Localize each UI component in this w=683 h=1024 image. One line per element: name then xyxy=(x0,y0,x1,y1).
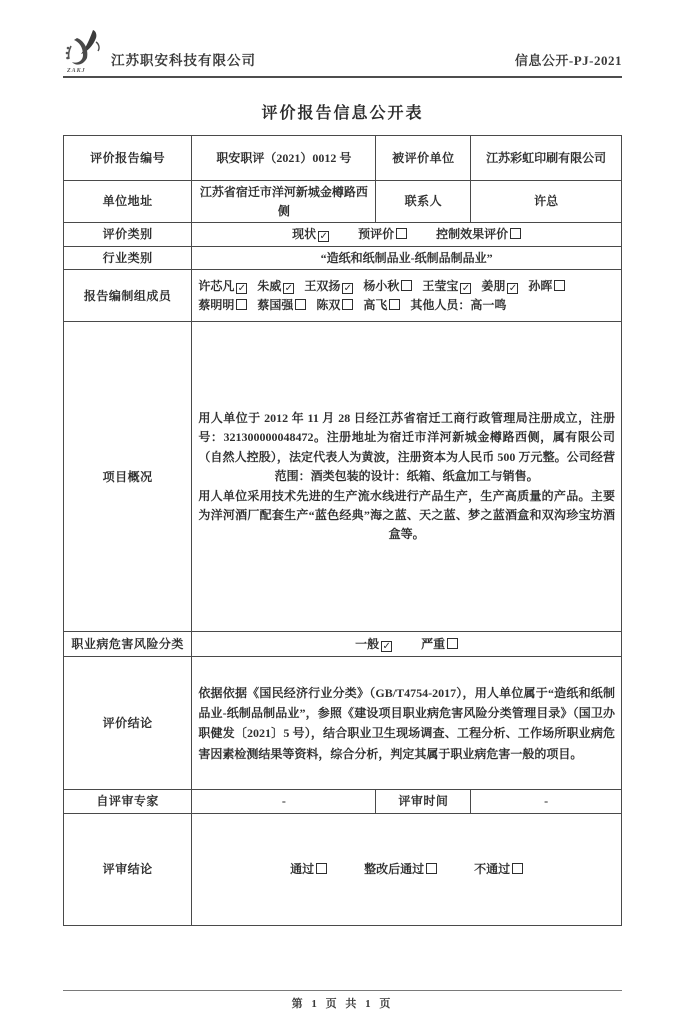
team-member xyxy=(422,279,471,293)
option-text: 通过 xyxy=(290,862,315,877)
member-name: 高飞 xyxy=(363,297,388,312)
team-member xyxy=(481,279,518,293)
member-name: 陈双 xyxy=(316,297,341,312)
checkbox-empty-icon xyxy=(447,638,458,649)
checkbox-checked-icon: ✓ xyxy=(284,283,294,295)
evaluated-unit-value: 江苏彩虹印刷有限公司 xyxy=(471,136,622,181)
team-member xyxy=(257,298,306,312)
team-members xyxy=(192,270,622,322)
overview-label: 项目概况 xyxy=(64,322,192,632)
option-text: 严重 xyxy=(421,637,446,652)
others-label: 其他人员： xyxy=(410,297,471,312)
category-option xyxy=(358,227,407,241)
doc-code: 信息公开-PJ-2021 xyxy=(514,53,622,68)
risk-label: 职业病危害风险分类 xyxy=(64,632,192,657)
review-time-value: - xyxy=(471,790,622,814)
checkbox-checked-icon: ✓ xyxy=(461,283,471,295)
member-name: 许芯凡 xyxy=(198,279,235,294)
self-review-label: 自评审专家 xyxy=(64,790,192,814)
row-review-result xyxy=(64,813,622,925)
row-industry xyxy=(64,246,622,270)
member-name: 王莹宝 xyxy=(422,279,459,294)
header-brand xyxy=(63,28,256,72)
row-report-no xyxy=(64,136,622,181)
member-name: 蔡明明 xyxy=(198,297,235,312)
overview-text xyxy=(192,322,622,632)
member-name: 杨小秋 xyxy=(363,279,400,294)
checkbox-empty-icon xyxy=(512,863,523,874)
option-text: 控制效果评价 xyxy=(436,227,509,242)
team-member xyxy=(304,279,353,293)
company-logo-icon xyxy=(63,28,109,72)
review-option xyxy=(474,862,523,876)
conclusion-text xyxy=(192,657,622,790)
row-self-review xyxy=(64,790,622,814)
team-member xyxy=(316,298,353,312)
team-member xyxy=(528,279,565,293)
option-text: 现状 xyxy=(292,227,317,242)
company-name: 江苏职安科技有限公司 xyxy=(111,53,256,68)
page-number: 第 1 页 共 1 页 xyxy=(291,998,394,1010)
row-conclusion xyxy=(64,657,622,790)
checkbox-empty-icon xyxy=(236,299,247,310)
row-risk xyxy=(64,632,622,657)
member-name: 姜朋 xyxy=(481,279,506,294)
review-result-label: 评审结论 xyxy=(64,813,192,925)
checkbox-empty-icon xyxy=(342,299,353,310)
address-value: 江苏省宿迁市洋河新城金樽路西侧 xyxy=(192,181,376,223)
team-member xyxy=(198,279,247,293)
review-result-options xyxy=(192,813,622,925)
team-member xyxy=(198,298,247,312)
category-option xyxy=(436,227,521,241)
page-footer xyxy=(63,990,622,1011)
address-label: 单位地址 xyxy=(64,181,192,223)
row-overview xyxy=(64,322,622,632)
checkbox-empty-icon xyxy=(389,299,400,310)
checkbox-checked-icon: ✓ xyxy=(237,283,247,295)
checkbox-checked-icon: ✓ xyxy=(382,641,391,653)
industry-label: 行业类别 xyxy=(64,246,192,270)
page-title: 评价报告信息公开表 xyxy=(261,105,424,122)
report-no-label: 评价报告编号 xyxy=(64,136,192,181)
row-address xyxy=(64,181,622,223)
risk-option xyxy=(421,637,458,651)
info-table xyxy=(63,135,622,926)
checkbox-checked-icon: ✓ xyxy=(343,283,353,295)
evaluated-unit-label: 被评价单位 xyxy=(376,136,471,181)
checkbox-empty-icon xyxy=(554,280,565,291)
category-label: 评价类别 xyxy=(64,223,192,247)
report-no-value: 职安职评（2021）0012 号 xyxy=(192,136,376,181)
row-category xyxy=(64,223,622,247)
conclusion-paragraph: 依据依据《国民经济行业分类》（GB/T4754-2017），用人单位属于“造纸和纸制品业-纸制品制品业”，参照《建设项目职业病危害风险分类管理目录》（国卫办职健发〔2021〕5 号），结合职业卫生现场调查、工程分析、工作场所职业病危害因素检测结果等资料，综合分析，判定其属于职业病危害一般的项目。 xyxy=(198,685,615,761)
risk-options xyxy=(192,632,622,657)
member-name: 孙晖 xyxy=(528,279,553,294)
document-header xyxy=(63,28,622,78)
others-value: 高一鸣 xyxy=(470,297,507,312)
option-text: 不通过 xyxy=(474,862,511,877)
risk-option xyxy=(355,637,392,651)
checkbox-empty-icon xyxy=(426,863,437,874)
checkbox-empty-icon xyxy=(295,299,306,310)
industry-value: “造纸和纸制品业-纸制品制品业” xyxy=(192,246,622,270)
option-text: 预评价 xyxy=(358,227,395,242)
overview-paragraph-2: 用人单位采用技术先进的生产流水线进行产品生产，生产高质量的产品。主要为洋河酒厂配套生产“蓝色经典”海之蓝、天之蓝、梦之蓝酒盒和双沟珍宝坊酒盒等。 xyxy=(198,488,615,542)
checkbox-checked-icon: ✓ xyxy=(319,231,328,243)
team-member xyxy=(363,279,412,293)
checkbox-checked-icon: ✓ xyxy=(508,283,518,295)
checkbox-empty-icon xyxy=(401,280,412,291)
member-name: 蔡国强 xyxy=(257,297,294,312)
member-name: 朱威 xyxy=(257,279,282,294)
contact-label: 联系人 xyxy=(376,181,471,223)
conclusion-label: 评价结论 xyxy=(64,657,192,790)
category-option xyxy=(292,227,329,241)
review-time-label: 评审时间 xyxy=(376,790,471,814)
checkbox-empty-icon xyxy=(396,228,407,239)
checkbox-empty-icon xyxy=(316,863,327,874)
member-name: 王双扬 xyxy=(304,279,341,294)
team-member xyxy=(363,298,400,312)
option-text: 整改后通过 xyxy=(364,862,425,877)
review-option xyxy=(290,862,327,876)
contact-value: 许总 xyxy=(471,181,622,223)
review-option xyxy=(364,862,437,876)
logo-caption: ZAKJ xyxy=(67,68,86,74)
company-logo xyxy=(63,28,109,72)
team-label: 报告编制组成员 xyxy=(64,270,192,322)
category-options xyxy=(192,223,622,247)
team-member xyxy=(257,279,294,293)
overview-paragraph-1: 用人单位于 2012 年 11 月 28 日经江苏省宿迁工商行政管理局注册成立，注册号：321300000048472。注册地址为宿迁市洋河新城金樽路西侧，属有限公司（自然人控股），法定代表人为黄波，注册资本为人民币 500 万元整。公司经营范围：酒类包装的设计：纸箱、纸盒加工与销售。 xyxy=(198,410,615,484)
team-others xyxy=(410,298,506,312)
checkbox-empty-icon xyxy=(510,228,521,239)
row-team xyxy=(64,270,622,322)
option-text: 一般 xyxy=(355,637,380,652)
self-review-value: - xyxy=(192,790,376,814)
